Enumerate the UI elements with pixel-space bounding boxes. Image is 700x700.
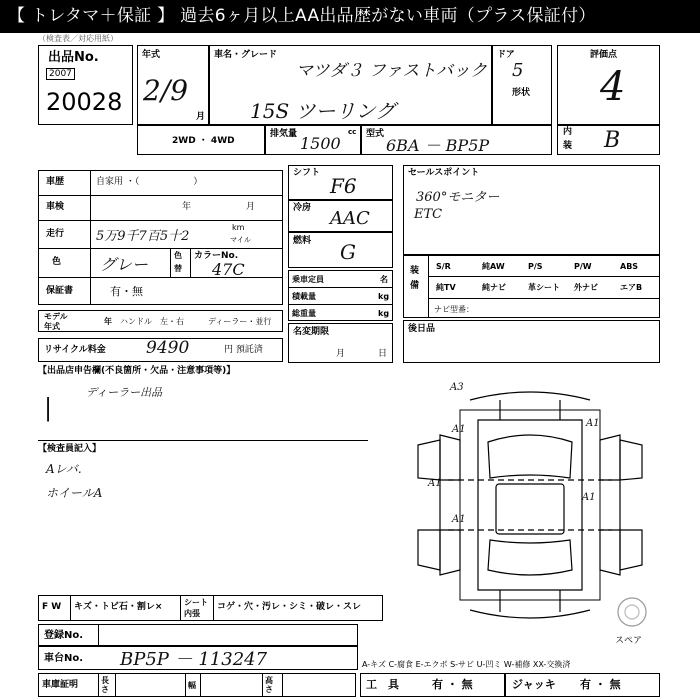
displacement-unit: cc [348,128,357,136]
equipment-item: P/S [528,262,543,271]
sales-point-line2: ETC [414,207,443,222]
name-change-month: 月 [336,349,346,359]
equipment-item: 純AW [482,262,505,271]
drive-label: 2WD ・ 4WD [172,136,235,146]
history-label: 車歴 [46,177,65,187]
inspection-year: 年 [182,202,192,212]
form-header: （検査表／対応用紙） [38,34,118,43]
chassis-value: BP5P － 113247 [120,649,268,670]
score-value: 4 [600,64,626,110]
garage-length: 長さ [101,676,109,694]
score-label: 評価点 [590,50,618,60]
model-year-dealer: ディーラー・並行 [208,317,272,326]
capacity-load: 積載量 [292,292,316,301]
model-year-year: 年 [104,317,112,326]
type-label: 型式 [366,129,385,139]
capacity-load-unit: kg [378,292,390,301]
jack-text: 有 ・ 無 [580,678,621,691]
year-label: 年式 [142,50,161,60]
year-value: 2/9 [143,74,189,107]
equipment-item: 外ナビ [574,283,598,292]
name-change-label: 名変期限 [293,327,330,337]
mileage-unit-top: km [232,223,245,232]
type-value: 6BA － BP5P [386,136,490,155]
fuel-value: G [340,240,356,264]
color-change-1: 色 [174,251,182,260]
warranty-label: 保証書 [46,286,74,296]
inspection-month: 月 [246,202,256,212]
damage-mark-a1-rear: A1 [452,514,466,525]
mileage-unit-bottom: マイル [230,236,251,244]
banner: 【 トレタマ＋保証 】 過去6ヶ月以上AA出品歴がない車両（プラス保証付） [0,0,700,33]
recycle-value: 9490 [146,338,190,358]
warranty-text: 有・無 [110,285,143,298]
year-unit: 月 [196,112,206,122]
later-date-label: 後日品 [408,324,436,334]
legend: A-キズ C-腐食 E-エクボ S-サビ U-凹ミ W-補修 XX-交換済 [362,660,571,669]
doors-label: ドア [497,50,515,60]
capacity-seats: 乗車定員 [292,275,324,284]
later-date-box [403,320,660,363]
model-grade: 15S ツーリング [250,99,396,123]
fw-label: F W [42,602,62,612]
doors-value: 5 [512,60,524,81]
notes-label: 【出品店申告欄(不良箇所・欠品・注意事項等)】 [38,366,236,376]
inspector-line1: Aレバ. [46,462,82,476]
garage-width: 幅 [188,681,196,690]
capacity-seats-unit: 名 [380,275,388,284]
damage-mark-a1-front-right: A1 [586,418,600,429]
lot-label: 出品No. [48,50,99,65]
aircon-label: 冷房 [293,203,312,213]
recycle-suffix: 円 預託済 [224,345,263,355]
equipment-item: 革シート [528,283,560,292]
name-change-day: 日 [378,349,388,359]
color-code: 47C [212,260,245,279]
color-label: 色 [52,257,62,267]
color-value: グレー [100,255,149,274]
sales-point-line1: 360°モニター [416,190,500,205]
mileage-value: 5万9千7百5十2 [96,229,190,244]
recycle-label: リサイクル料金 [44,345,106,355]
damage-mark-a1-right: A1 [582,492,596,503]
equipment-navi: ナビ型番： [434,305,474,314]
shape-label: 形状 [512,88,531,98]
color-code-label: カラーNo. [194,251,239,261]
sales-point-label: セールスポイント [408,168,480,178]
lot-number: 20028 [46,88,123,116]
interior-value: B [604,128,621,153]
shift-label: シフト [293,168,321,178]
damage-mark-a1-left: A1 [428,478,442,489]
chassis-label: 車台No. [44,653,84,664]
equipment-label-1: 装 [410,266,420,276]
capacity-gross: 総重量 [292,309,316,318]
seat-label-1: シート [184,598,208,607]
equipment-item: 純TV [436,283,456,292]
equipment-item: 純ナビ [482,283,506,292]
garage-height: 高さ [265,676,273,694]
aircon-value: AAC [330,208,370,229]
car-diagram [400,380,660,640]
damage-mark-a1-front-left: A1 [452,424,466,435]
inspector-line2: ホイールA [46,486,103,500]
inspector-label: 【検査員記入】 [38,444,102,454]
notes-line1: ディーラー出品 [86,386,163,399]
equipment-item: S/R [436,262,451,271]
interior-label-2: 装 [563,141,573,151]
fuel-label: 燃料 [293,236,312,246]
tools-text: 有 ・ 無 [432,678,473,691]
tools-label: 工 具 [366,678,399,691]
equipment-label-2: 備 [410,281,420,291]
model-name: マツダ３ ファストバック [296,61,488,81]
jack-label: ジャッキ [512,678,556,691]
damage-mark-a3: A3 [450,382,464,393]
color-change-2: 替 [174,264,182,273]
inspection-label: 車検 [46,202,65,212]
spare-label: スペア [615,636,643,646]
capacity-gross-unit: kg [378,309,390,318]
model-year-label-2: 年式 [44,322,60,331]
model-label: 車名・グレード [214,50,278,60]
registration-label: 登録No. [44,630,84,641]
history-text: 自家用 ・（ ） [96,177,203,187]
garage-label: 車庫証明 [42,680,79,690]
displacement-value: 1500 [300,134,341,153]
shift-value: F6 [330,174,357,198]
interior-label-1: 内 [563,127,573,137]
equipment-item: エアB [620,283,643,292]
lot-stamp: 2007 [46,68,75,80]
fw-text: キズ・トビ石・割レ× [74,602,163,612]
seat-label-2: 内張 [184,609,200,618]
equipment-item: ABS [620,262,639,271]
garage-box [38,673,356,697]
displacement-label: 排気量 [270,129,298,139]
equipment-item: P/W [574,262,592,271]
mileage-label: 走行 [46,229,65,239]
model-year-label-1: モデル [44,312,68,321]
registration-box [38,624,358,646]
model-year-handle: ハンドル 左・右 [120,317,184,326]
notes-mark: | [44,394,53,422]
seat-text: コゲ・穴・汚レ・シミ・破レ・スレ [217,602,362,612]
